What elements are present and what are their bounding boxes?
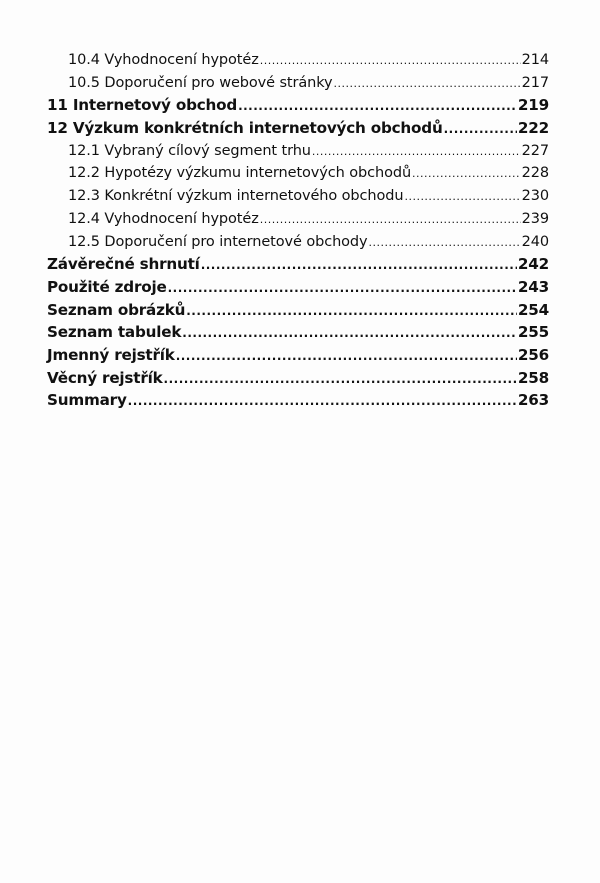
toc-dot-leader: [238, 95, 517, 118]
toc-entry-title: 12.5 Doporučení pro internetové obchody: [68, 233, 368, 250]
toc-entry-title: Věcný rejstřík: [47, 368, 163, 387]
toc-dot-leader: [369, 232, 521, 255]
table-of-contents: [47, 49, 549, 412]
toc-entry-title: Seznam obrázků: [47, 300, 186, 319]
toc-dot-leader: [186, 300, 517, 323]
toc-entry-title: Závěrečné shrnutí: [47, 255, 200, 274]
toc-dot-leader: [404, 186, 520, 209]
toc-dot-leader: [168, 277, 517, 300]
toc-dot-leader: [260, 209, 521, 232]
toc-entry: [47, 94, 549, 117]
toc-entry-title: 10.4 Vyhodnocení hypotéz: [68, 52, 259, 68]
toc-entry-title: 11 Internetový obchod: [47, 96, 238, 115]
toc-entry: [47, 321, 549, 344]
toc-page-number: 243: [517, 277, 549, 296]
toc-entry: [47, 208, 549, 231]
toc-entry-title: 10.5 Doporučení pro webové stránky: [68, 74, 333, 91]
toc-dot-leader: [164, 368, 517, 391]
toc-entry: [47, 389, 549, 412]
toc-entry-title: 12.2 Hypotézy výzkumu internetových obchodů: [68, 165, 412, 182]
toc-entry: [47, 253, 549, 276]
toc-entry-title: Jmenný rejstřík: [47, 345, 175, 364]
toc-page-number: 242: [517, 255, 549, 274]
toc-dot-leader: [182, 322, 517, 345]
toc-dot-leader: [312, 141, 521, 164]
toc-page-number: 239: [521, 210, 549, 227]
toc-dot-leader: [176, 345, 517, 368]
toc-page-number: 258: [517, 368, 549, 387]
toc-entry: [47, 162, 549, 185]
toc-entry: [47, 140, 549, 163]
toc-page-number: 254: [517, 300, 549, 319]
toc-dot-leader: [412, 163, 521, 186]
toc-entry: [47, 367, 549, 390]
toc-page-number: 255: [517, 323, 549, 342]
toc-page-number: 214: [521, 52, 549, 68]
toc-dot-leader: [260, 50, 521, 73]
toc-page-number: 240: [521, 233, 549, 250]
toc-page-number: 217: [521, 74, 549, 91]
toc-entry: [47, 231, 549, 254]
toc-dot-leader: [444, 118, 517, 141]
toc-page-number: 256: [517, 345, 549, 364]
toc-entry: [47, 72, 549, 95]
toc-entry: [47, 185, 549, 208]
toc-entry-title: 12.4 Vyhodnocení hypotéz: [68, 210, 259, 227]
toc-entry-title: Použité zdroje: [47, 277, 167, 296]
toc-entry: [47, 299, 549, 322]
toc-entry: [47, 276, 549, 299]
toc-entry-title: 12.3 Konkrétní výzkum internetového obchodu: [68, 188, 404, 205]
toc-dot-leader: [201, 254, 517, 277]
toc-entry: [47, 117, 549, 140]
toc-page-number: 230: [521, 188, 549, 205]
toc-entry-title: 12.1 Vybraný cílový segment trhu: [68, 142, 311, 159]
toc-page-number: 219: [517, 96, 549, 115]
toc-page-number: 228: [521, 165, 549, 182]
toc-entry-title: Summary: [47, 391, 127, 410]
toc-page-number: 222: [517, 119, 549, 138]
toc-entry-title: Seznam tabulek: [47, 323, 182, 342]
toc-entry-title: 12 Výzkum konkrétních internetových obchodů: [47, 119, 443, 138]
toc-entry: [47, 49, 549, 72]
toc-entry: [47, 344, 549, 367]
toc-page-number: 263: [517, 391, 549, 410]
toc-page-number: 227: [521, 142, 549, 159]
toc-dot-leader: [334, 73, 521, 96]
toc-dot-leader: [128, 390, 517, 413]
